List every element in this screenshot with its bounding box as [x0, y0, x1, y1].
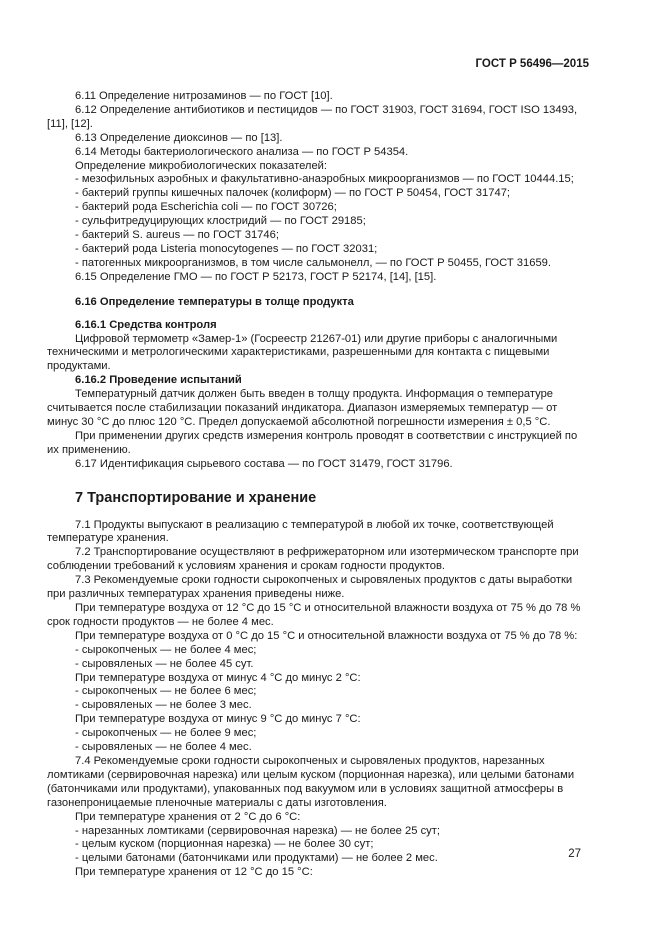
micro-item: - сульфитредуцирующих клостридий — по ГОСТ 29185; — [75, 215, 366, 228]
storage-condition: При температуре воздуха от минус 4 °С до минус 2 °С: — [75, 671, 361, 684]
document-header: ГОСТ Р 56496—2015 — [475, 58, 589, 70]
micro-item: - бактерий рода Escherichia coli — по ГОСТ 30726; — [75, 201, 337, 214]
clause-7-2: 7.2 Транспортирование осуществляют в рефрижераторном или изотермическом транспорте при соблюдении требований к условиям хранения и срокам годности продуктов. — [47, 546, 579, 573]
clause-6-15: 6.15 Определение ГМО — по ГОСТ Р 52173, ГОСТ Р 52174, [14], [15]. — [75, 270, 437, 283]
clause-6-16-1-heading: 6.16.1 Средства контроля — [75, 318, 217, 331]
clause-6-16-2-text: Температурный датчик должен быть введен в толщу продукта. Информация о температуре считывается после стабилизации показаний индикатора. Диапазон измеряемых температур — от минус 30 °С до плюс 120 °С. Предел допускаемой абсолютной погрешности измерения ± 0,5 °С. — [47, 388, 558, 428]
section-7-heading: 7 Транспортирование и хранение — [75, 489, 317, 506]
storage-item: - сыровяленых — не более 3 мес. — [75, 699, 252, 712]
storage-condition: При температуре хранения от 2 °С до 6 °С: — [75, 810, 301, 823]
clause-6-16-1-text: Цифровой термометр «Замер-1» (Госреестр 21267-01) или другие приборы с аналогичными техническими и метрологическими характеристиками, разрешенными для контакта с пищевыми продуктами. — [47, 332, 558, 373]
clause-6-14: 6.14 Методы бактериологического анализа — по ГОСТ Р 54354. — [75, 145, 409, 158]
micro-item: - бактерий группы кишечных палочек (колиформ) — по ГОСТ Р 50454, ГОСТ 31747; — [75, 187, 511, 200]
page-number: 27 — [568, 848, 581, 860]
storage-condition: При температуре воздуха от минус 9 °С до минус 7 °С: — [75, 713, 361, 726]
storage-item: - сыровяленых — не более 4 мес. — [75, 741, 252, 754]
clause-6-11: 6.11 Определение нитрозаминов — по ГОСТ [10]. — [75, 90, 333, 102]
storage-item: - нарезанных ломтиками (сервировочная нарезка) — не более 25 сут; — [75, 824, 440, 837]
clause-6-16-2-note: При применении других средств измерения контроль проводят в соответствии с инструкцией по их применению. — [47, 429, 578, 456]
micro-item: - мезофильных аэробных и факультативно-анаэробных микроорганизмов — по ГОСТ 10444.15; — [75, 173, 574, 186]
clause-6-13: 6.13 Определение диоксинов — по [13]. — [75, 131, 283, 144]
clause-7-3: 7.3 Рекомендуемые сроки годности сырокопченых и сыровяленых продуктов с даты выработки при различных температурах хранения приведены ниже. — [47, 574, 573, 601]
storage-item: - сыровяленых — не более 45 сут. — [75, 657, 254, 670]
storage-condition: При температуре воздуха от 12 °С до 15 °С и относительной влажности воздуха от 75 % до 78 % срок годности продуктов — не более 4 мес. — [47, 602, 581, 628]
clause-6-17: 6.17 Идентификация сырьевого состава — по ГОСТ 31479, ГОСТ 31796. — [75, 457, 453, 470]
clause-7-1: 7.1 Продукты выпускают в реализацию с температурой в любой их точке, соответствующей температуре хранения. — [47, 518, 554, 545]
storage-item: - сырокопченых — не более 4 мес; — [75, 643, 257, 656]
storage-item: - сырокопченых — не более 9 мес; — [75, 727, 257, 740]
clause-7-4: 7.4 Рекомендуемые сроки годности сырокопченых и сыровяленых продуктов, нарезанных ломтиками (сервировочная нарезка) или целым куском (порционная нарезка), или целыми батонами (батончиками или продуктами), упакованных под вакуумом или в условиях защитной атмосферы в газонепроницаемые пленочные материалы с даты изготовления. — [47, 754, 575, 809]
storage-item: - сырокопченых — не более 6 мес; — [75, 685, 257, 698]
storage-item: - целым куском (порционная нарезка) — не более 30 сут; — [75, 838, 374, 851]
storage-item: - целыми батонами (батончиками или продуктами) — не более 2 мес. — [75, 852, 438, 865]
clause-6-16-heading: 6.16 Определение температуры в толще продукта — [75, 295, 354, 308]
micro-item: - патогенных микроорганизмов, в том числе сальмонелл, — по ГОСТ Р 50455, ГОСТ 31659. — [75, 256, 552, 269]
micro-item: - бактерий рода Listeria monocytogenes — по ГОСТ 32031; — [75, 242, 378, 255]
storage-condition: При температуре хранения от 12 °С до 15 °С: — [75, 866, 313, 879]
clause-6-12: 6.12 Определение антибиотиков и пестицидов — по ГОСТ 31903, ГОСТ 31694, ГОСТ ISO 13493, [11], [12]. — [47, 103, 578, 130]
storage-condition: При температуре воздуха от 0 °С до 15 °С и относительной влажности воздуха от 75 % до 78 %: — [75, 629, 578, 642]
clause-6-16-2-heading: 6.16.2 Проведение испытаний — [75, 374, 242, 387]
micro-item: - бактерий S. aureus — по ГОСТ 31746; — [75, 229, 279, 242]
document-body — [47, 90, 582, 880]
micro-intro: Определение микробиологических показателей: — [75, 159, 328, 172]
